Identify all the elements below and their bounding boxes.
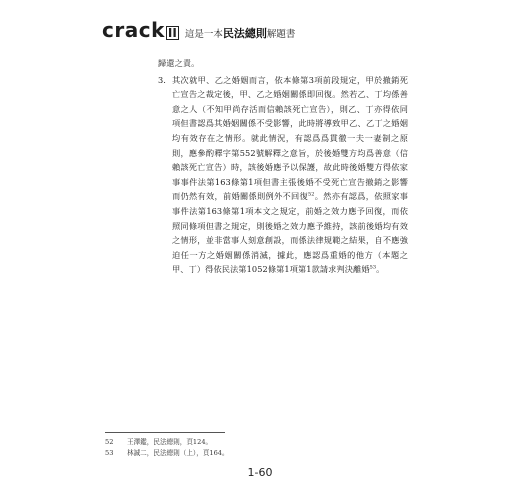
main-text [158,56,408,277]
footnote-text: 林誠二，民法總則（上），頁164。 [127,449,229,457]
page-header [102,18,295,42]
brand-logo: crack [102,18,165,42]
brand-mark: II [167,26,177,40]
footnote-53 [105,448,229,459]
item-text-part-c: 。 [376,264,385,275]
list-item-3 [158,73,408,277]
footnote-number: 53 [105,449,114,457]
footnotes [105,437,229,459]
footnote-ref-52[interactable]: 52 [307,191,315,198]
paragraph-continuation: 歸還之責。 [158,58,200,68]
footnote-text: 王澤鑑，民法總則，頁124。 [127,438,213,446]
list-item-number: 3. [158,74,167,85]
footnote-ref-53[interactable]: 53 [369,264,377,271]
book-title-suffix: 解題書 [266,29,296,40]
book-title-prefix: 這是一本 [184,29,223,40]
footnote-number: 52 [105,438,114,446]
item-text-part-b: 。然亦有認爲，依照家事事件法第163條第1項本文之規定，前婚之效力應予回復，而依照同條項但書之規定，則後婚之效力應予維持，該前後婚均有效之情形，並非當事人刻意創設，而係法律規範之結果，自不應強迫任一方之婚姻關係消滅，據此，應認爲重婚的他方（本題之甲、丁）得依民法第1052條第1項第1款請求判決離婚 [172,191,408,275]
list-item-text [172,73,408,277]
footnote-52 [105,437,229,448]
item-text-part-a: 其次就甲、乙之婚姻而言，依本條第3項前段規定，甲於撤銷死亡宣告之裁定後，甲、乙之婚姻關係即回復。然若乙、丁均係善意之人（不知甲尚存活而信賴該死亡宣告），則乙、丁亦得依同項但書認爲其婚姻關係不受影響，此時將導致甲乙、乙丁之婚姻均有效存在之情形。就此情況，有認爲爲貫徹一夫一妻制之原則，應參酌釋字第552號解釋之意旨，於後婚雙方均爲善意（信賴該死亡宣告）時，該後婚應予以保護，故此時後婚雙方得依家事事件法第163條第1項但書主張後婚不受死亡宣告撤銷之影響而仍然有效，前婚關係則例外不回復 [172,74,408,202]
book-title-name: 民法總則 [222,27,267,40]
page-number: 1-60 [247,466,273,479]
footnote-divider [105,432,225,433]
